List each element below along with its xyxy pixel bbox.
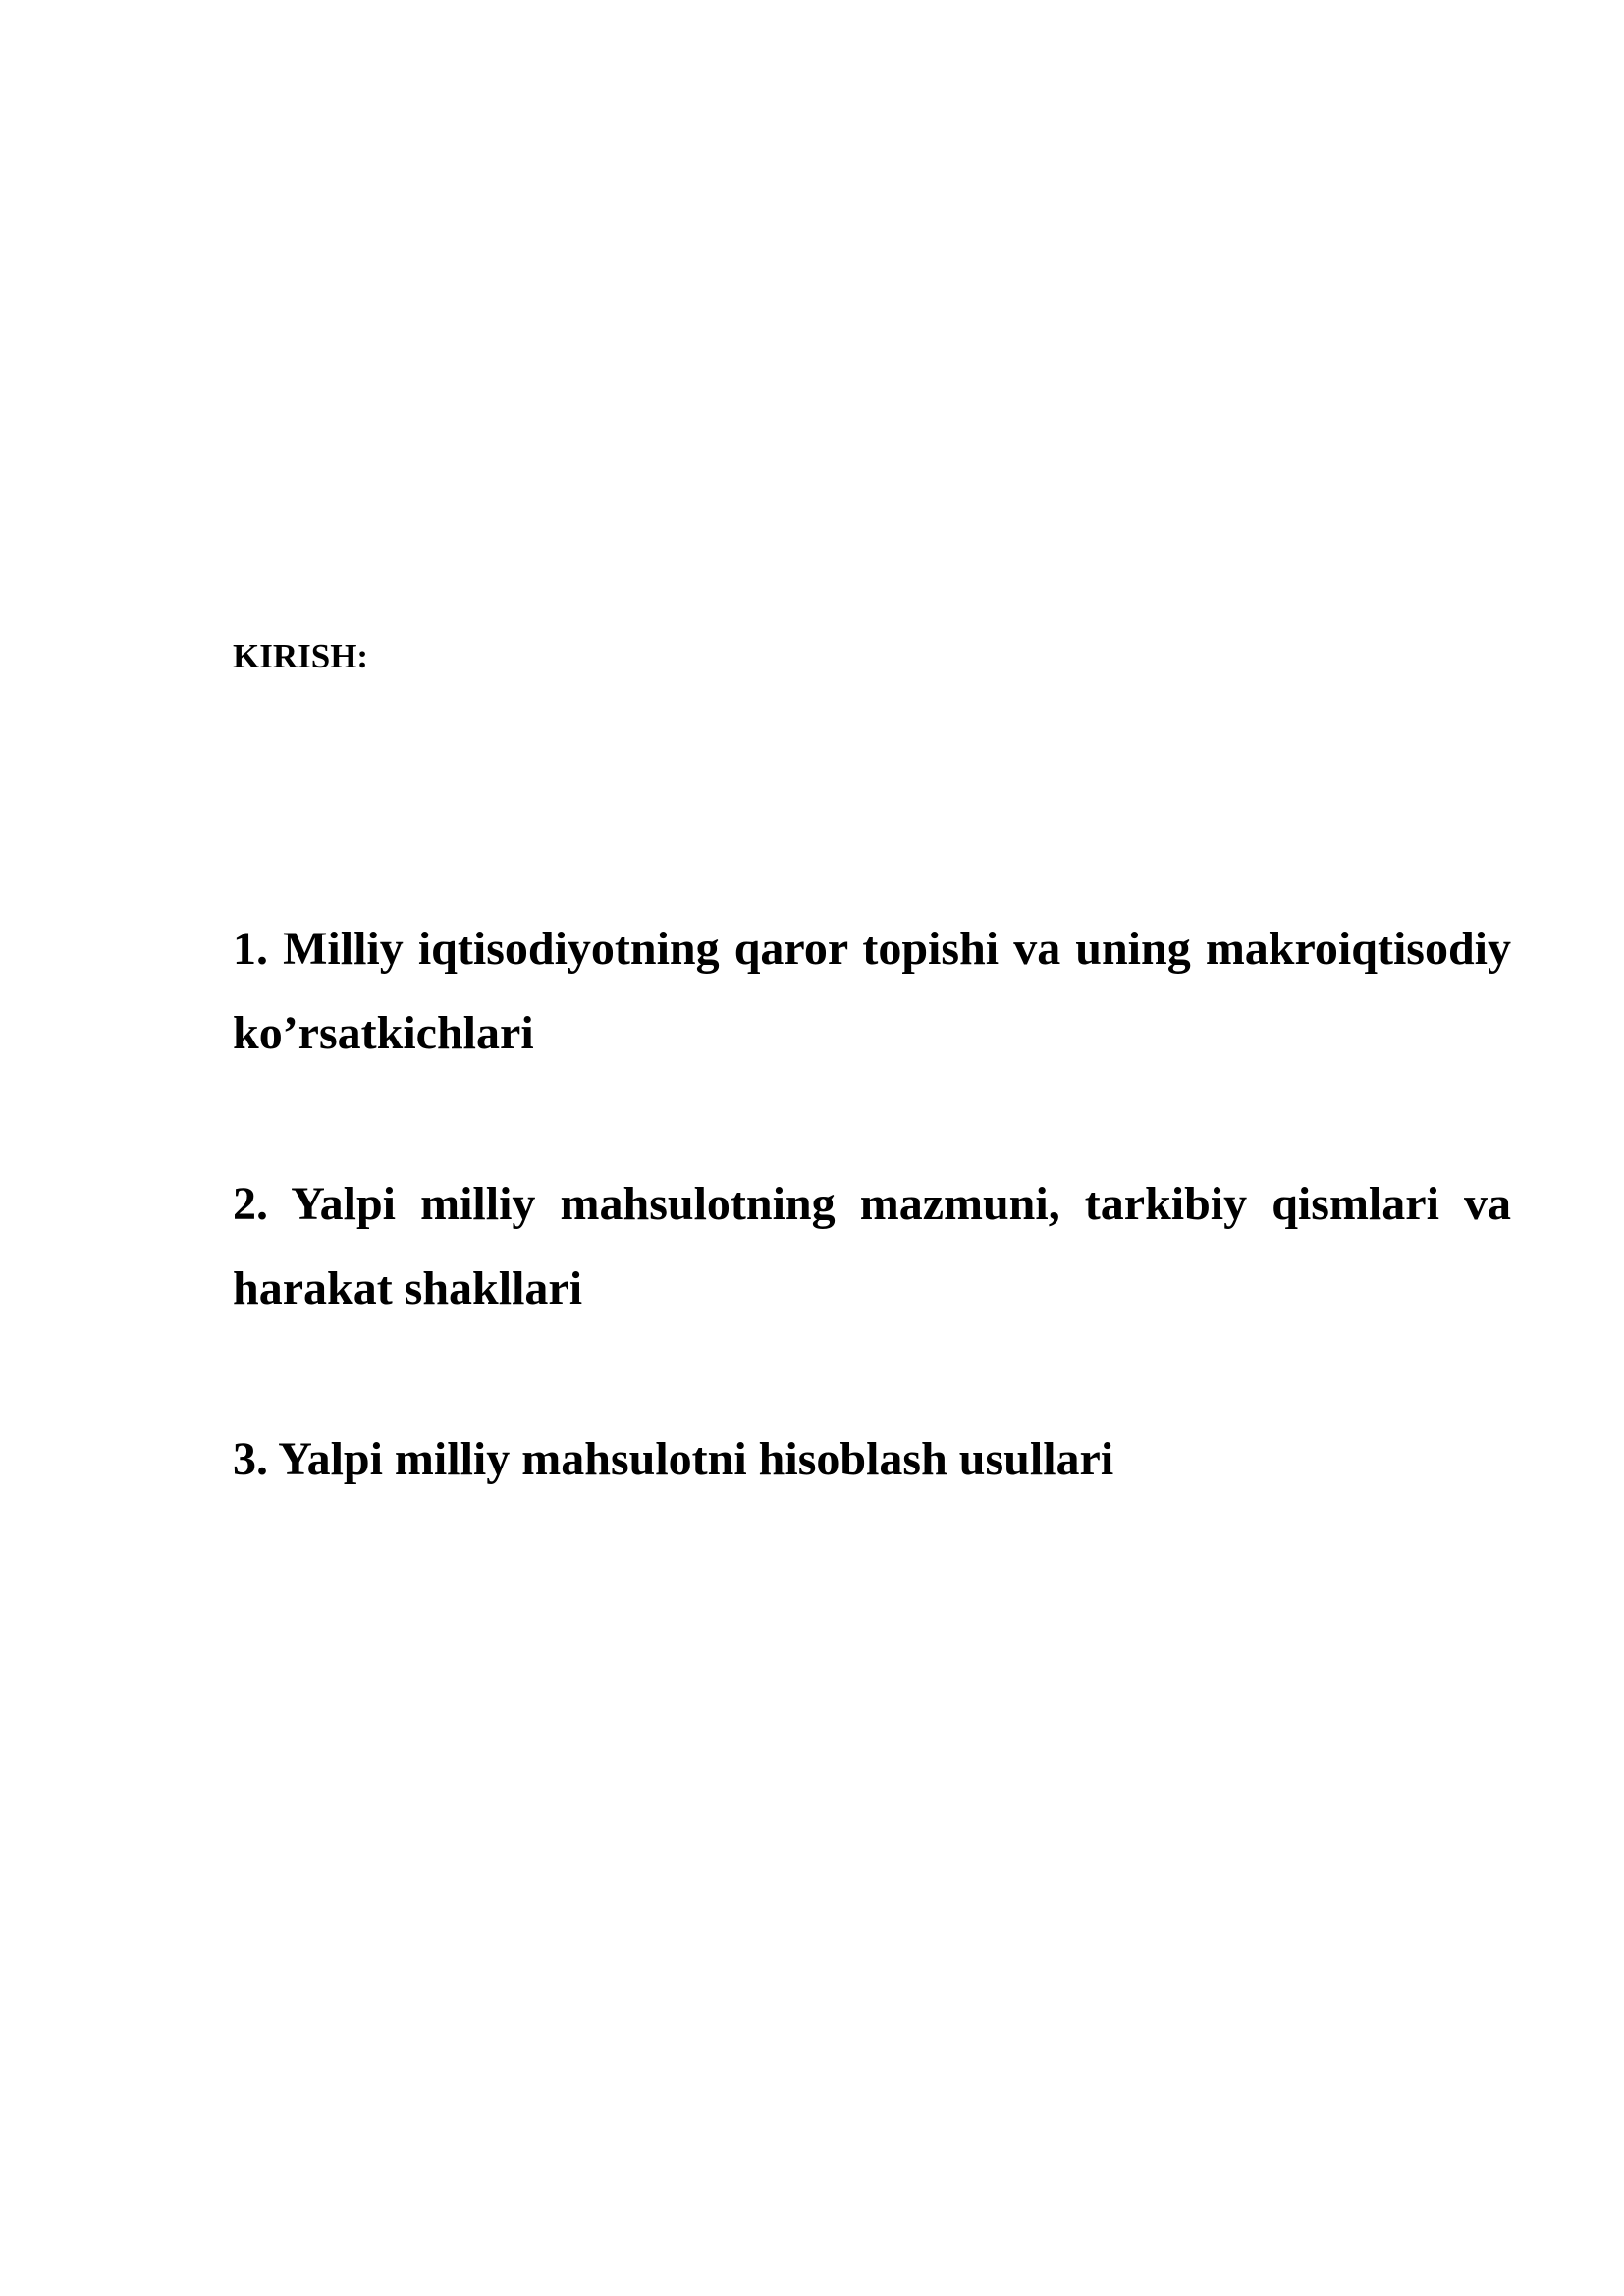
intro-heading: KIRISH:: [233, 637, 369, 675]
section-item-2: 2. Yalpi milliy mahsulotning mazmuni, tarkibiy qismlari va harakat shakllari: [233, 1178, 1511, 1314]
section-item-3: 3. Yalpi milliy mahsulotni hisoblash usullari: [233, 1433, 1114, 1485]
section-item-1: 1. Milliy iqtisodiyotning qaror topishi va uning makroiqtisodiy ko’rsatkichlari: [233, 923, 1511, 1059]
